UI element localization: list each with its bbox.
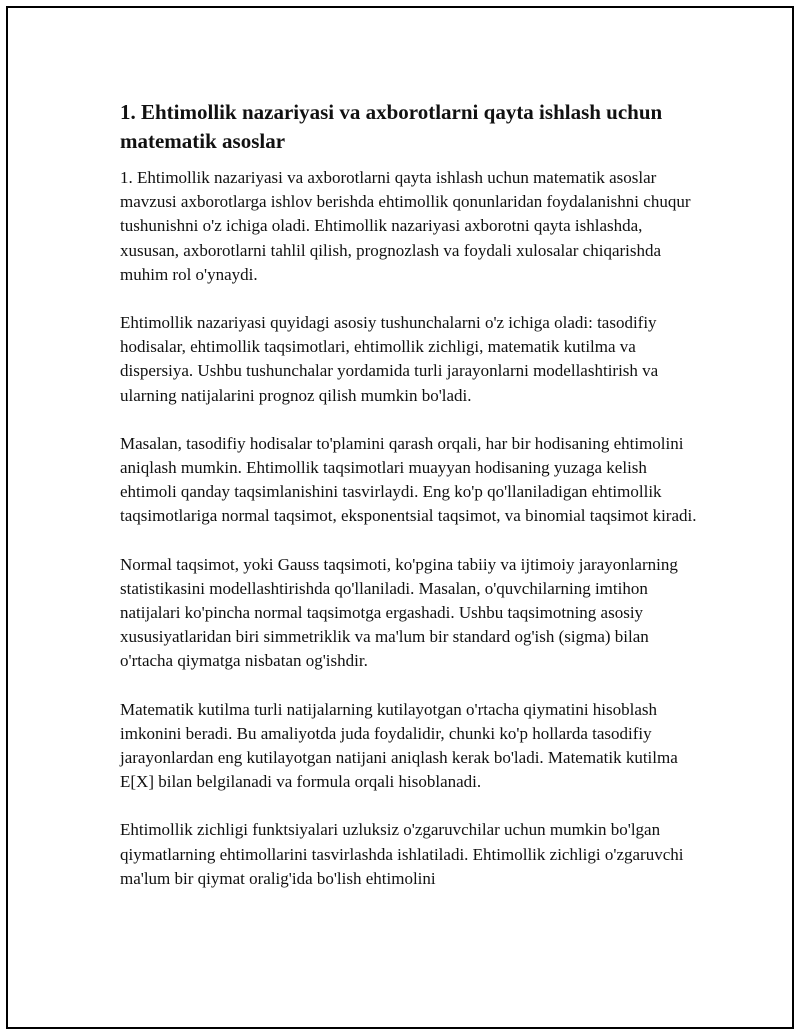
paragraph-3: Masalan, tasodifiy hodisalar to'plamini qarash orqali, har bir hodisaning ehtimolini aniqlash mumkin. Ehtimollik taqsimotlari muayyan hodisaning yuzaga kelish ehtimoli qanday taqsimlanishini tasvirlaydi. Eng ko'p qo'llaniladigan ehtimollik taqsimotlariga normal taqsimot, eksponentsial taqsimot, va binomial taqsimot kiradi. — [120, 433, 697, 526]
paragraph-4: Normal taqsimot, yoki Gauss taqsimoti, ko'pgina tabiiy va ijtimoiy jarayonlarning statistikasini modellashtirishda qo'llaniladi. Masalan, o'quvchilarning imtihon natijalari ko'pincha normal taqsimotga ergashadi. Ushbu taqsimotning asosiy xususiyatlaridan biri simmetriklik va ma'lum bir standard og'ish (sigma) bilan o'rtacha qiymatga nisbatan og'ishdir. — [120, 554, 678, 671]
page-frame — [6, 6, 794, 1029]
paragraph-6: Ehtimollik zichligi funktsiyalari uzluksiz o'zgaruvchilar uchun mumkin bo'lgan qiymatlarning ehtimollarini tasvirlashda ishlatiladi. Ehtimollik zichligi o'zgaruvchi ma'lum bir qiymat oralig'ida bo'lish ehtimolini — [120, 820, 684, 888]
paragraph-5: Matematik kutilma turli natijalarning kutilayotgan o'rtacha qiymatini hisoblash imkonini beradi. Bu amaliyotda juda foydalidir, chunki ko'p hollarda tasodifiy jarayonlardan eng kutilayotgan natijani aniqlash kerak bo'ladi. Matematik kutilma E[X] bilan belgilanadi va formula orqali hisoblanadi. — [120, 699, 678, 792]
paragraph-2: Ehtimollik nazariyasi quyidagi asosiy tushunchalarni o'z ichiga oladi: tasodifiy hodisalar, ehtimollik taqsimotlari, ehtimollik zichligi, matematik kutilma va dispersiya. Ushbu tushunchalar yordamida turli jarayonlarni modellashtirish va ularning natijalarini prognoz qilish mumkin bo'ladi. — [120, 313, 659, 405]
document-body — [120, 98, 698, 915]
paragraph-1: 1. Ehtimollik nazariyasi va axborotlarni qayta ishlash uchun matematik asoslar mavzusi axborotlarga ishlov berishda ehtimollik qonunlaridan foydalanishni chuqur tushunishni o'z ichiga oladi. Ehtimollik nazariyasi axborotni qayta ishlashda, xususan, axborotlarni tahlil qilish, prognozlash va foydali xulosalar chiqarishda muhim rol o'ynaydi. — [120, 168, 691, 284]
document-title: 1. Ehtimollik nazariyasi va axborotlarni qayta ishlash uchun matematik asoslar — [120, 100, 663, 153]
